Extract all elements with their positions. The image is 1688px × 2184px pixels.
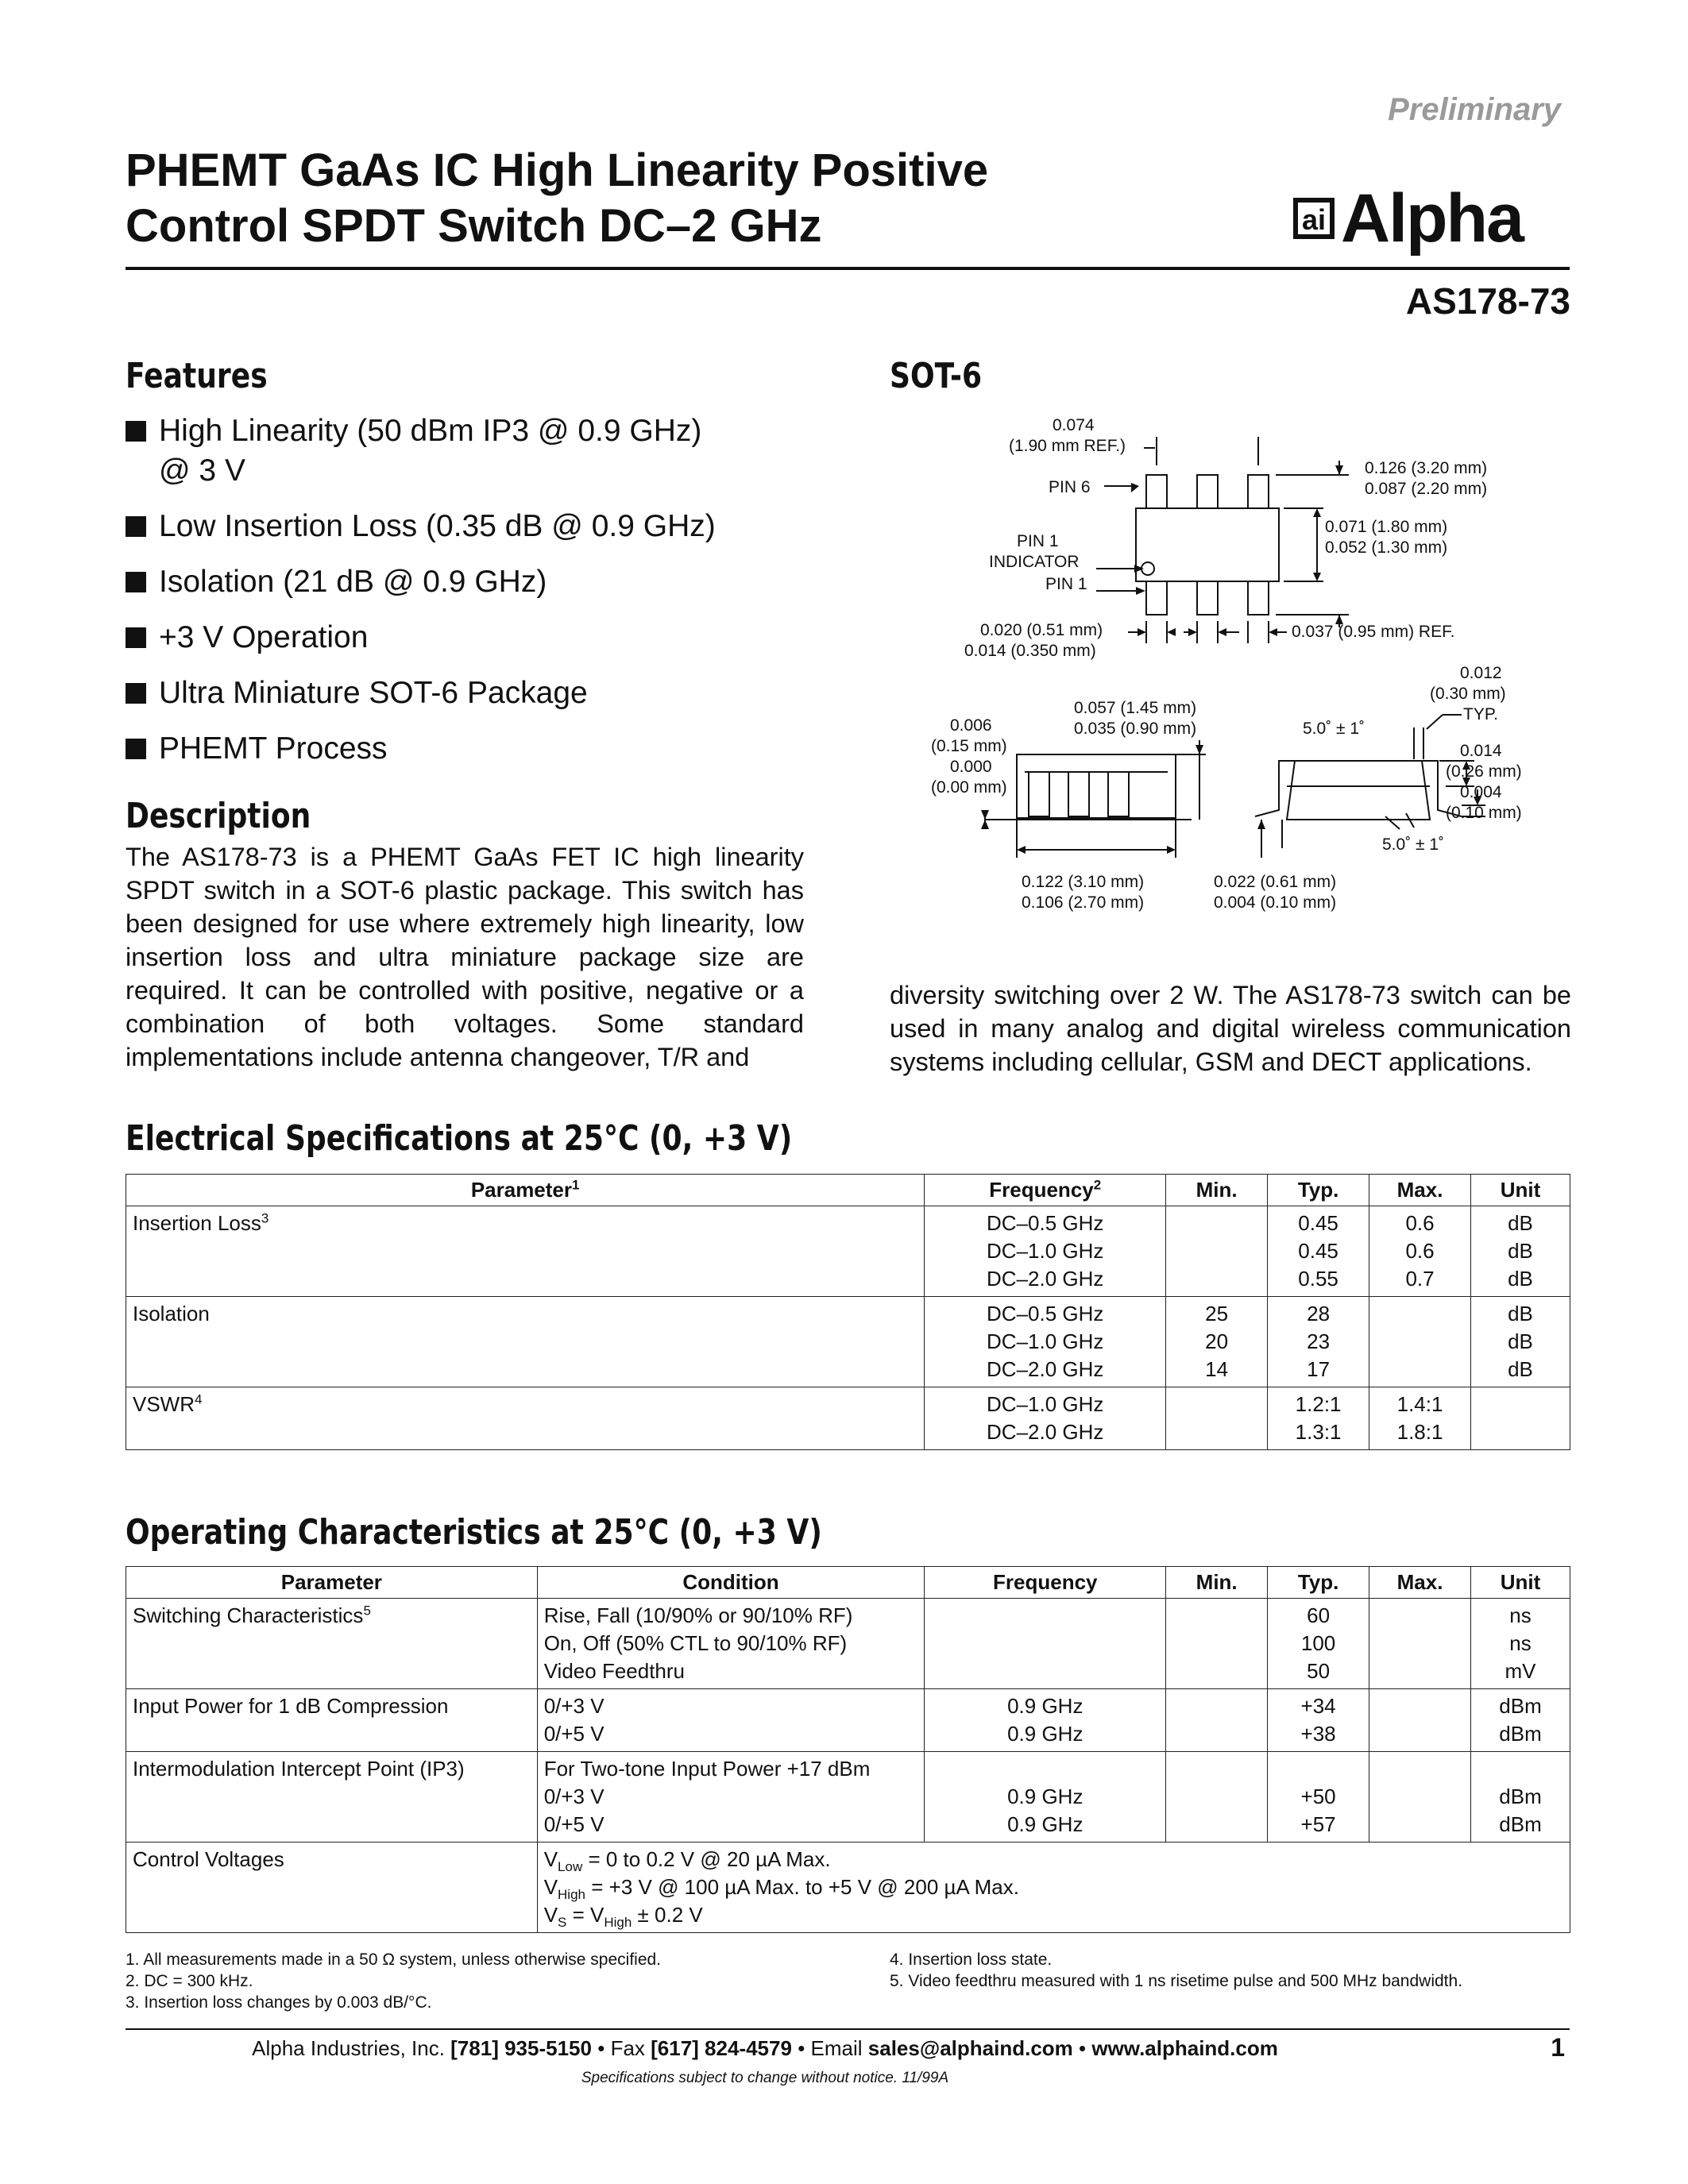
email-link[interactable]: sales@alphaind.com [867,2036,1073,2060]
pitch-ref-label: (1.90 mm REF.) [1009,437,1126,455]
feature-item [126,562,825,602]
feature-text: Isolation (21 dB @ 0.9 GHz) [159,565,547,599]
width-min-label: 0.087 (2.20 mm) [1365,480,1488,498]
phone-number: [781] 935-5150 [450,2036,592,2060]
website-link[interactable]: www.alphaind.com [1091,2036,1278,2060]
body-min-label: 0.052 (1.30 mm) [1325,538,1448,557]
max-cell [1369,1689,1471,1752]
length-max-label: 0.122 (3.10 mm) [1022,873,1145,891]
description-text: The AS178-73 is a PHEMT GaAs FET IC high linearity SPDT switch in a SOT-6 plastic package. This switch has been designed for use where extremely high linearity, low insertion loss and ultra miniature package size are required. It can be controlled with positive, negative or a combination of both voltages. Some standard implementations include antenna changeover, T/R and [126,843,804,1071]
square-bullet-icon [126,421,146,442]
max-cell [1369,1297,1471,1387]
height-max-label: 0.057 (1.45 mm) [1074,699,1197,717]
table-row [126,1752,1570,1843]
standoff-label: (0.15 mm) [931,737,1007,755]
unit-cell: dB dB dB [1471,1297,1570,1387]
min-cell [1166,1752,1268,1843]
description-text-cont: diversity switching over 2 W. The AS178-73 switch can be used in many analog and digital wireless communication systems including cellular, GSM and DECT applications. [890,981,1571,1076]
pin6-label: PIN 6 [1049,478,1091,496]
page-number: 1 [1551,2033,1565,2062]
feature-text-cont: @ 3 V [159,453,245,488]
length-min-label: 0.106 (2.70 mm) [1022,893,1145,912]
col-min: Min. [1166,1175,1268,1206]
table-row [126,1297,1570,1387]
lead-thickness-label: (0.30 mm) [1430,685,1506,703]
table-header-row [126,1567,1570,1599]
part-number: AS178-73 [1405,280,1570,322]
table-row [126,1206,1570,1297]
body-max-label: 0.071 (1.80 mm) [1325,518,1448,536]
pitch-ref-label: 0.074 [1053,416,1095,434]
foot-min-label: 0.004 (0.10 mm) [1214,893,1337,912]
operating-char-table [126,1566,1570,1933]
param-cell: Isolation [126,1297,925,1387]
param-cell: Input Power for 1 dB Compression [126,1689,538,1752]
pin1-label: PIN 1 [1045,575,1087,593]
table-row [126,1689,1570,1752]
angle-top-label: 5.0˚ ± 1˚ [1303,720,1365,738]
features-heading: Features [126,356,268,396]
feature-text: PHEMT Process [159,731,388,766]
condition-cell: For Two-tone Input Power +17 dBm 0/+3 V 0/+5 V [537,1752,925,1843]
pin1-indicator-label: INDICATOR [989,553,1080,571]
operating-heading: Operating Characteristics at 25°C (0, +3 V) [126,1512,822,1553]
min-cell: 25 20 14 [1166,1297,1268,1387]
footnote: 3. Insertion loss changes by 0.003 dB/°C. [126,1993,432,2012]
standoff-label: 0.000 [950,758,992,776]
min-cell [1166,1206,1268,1297]
col-frequency: Frequency [925,1567,1166,1599]
sot6-package-diagram [906,413,1573,953]
pitch-label: 0.037 (0.95 mm) REF. [1292,623,1455,641]
typ-cell: 28 23 17 [1268,1297,1369,1387]
footnotes-left [126,1949,872,2013]
col-typ: Typ. [1268,1175,1369,1206]
logo-text: Alpha [1341,180,1523,257]
param-cell: Insertion Loss$^3$ [126,1206,925,1297]
freq-cell [925,1599,1166,1689]
footnotes-right [890,1949,1573,1992]
freq-cell: DC–0.5 GHz DC–1.0 GHz DC–2.0 GHz [925,1206,1166,1297]
feature-item [126,729,825,769]
feature-item [126,411,825,491]
typ-cell: +34 +38 [1268,1689,1369,1752]
col-frequency: Frequency$^2$ [925,1175,1166,1206]
header-rule [126,267,1570,270]
max-cell [1369,1599,1471,1689]
package-heading: SOT-6 [890,356,983,396]
electrical-spec-table [126,1174,1570,1450]
param-cell: Intermodulation Intercept Point (IP3) [126,1752,538,1843]
footnote: 1. All measurements made in a 50 Ω system, unless otherwise specified. [126,1951,662,1969]
feature-item [126,618,825,658]
lead-thickness-label: 0.012 [1460,664,1502,682]
unit-cell [1471,1387,1570,1450]
min-cell [1166,1689,1268,1752]
unit-cell: dB dB dB [1471,1206,1570,1297]
electrical-heading: Electrical Specifications at 25°C (0, +3 V) [126,1118,793,1159]
freq-cell: DC–1.0 GHz DC–2.0 GHz [925,1387,1166,1450]
features-list [126,411,825,785]
title-line-2: Control SPDT Switch DC–2 GHz [126,200,822,252]
typ-cell: 1.2:1 1.3:1 [1268,1387,1369,1450]
max-cell: 1.4:1 1.8:1 [1369,1387,1471,1450]
col-parameter: Parameter [126,1567,538,1599]
condition-cell: Rise, Fall (10/90% or 90/10% RF) On, Off (50% CTL to 90/10% RF) Video Feedthru [537,1599,925,1689]
table-row [126,1599,1570,1689]
typ-cell: +50 +57 [1268,1752,1369,1843]
lead-height-label: (0.26 mm) [1446,762,1522,781]
footnote: 2. DC = 300 kHz. [126,1972,253,1990]
height-min-label: 0.035 (0.90 mm) [1074,720,1197,738]
param-cell: VSWR$^4$ [126,1387,925,1450]
table-row [126,1387,1570,1450]
company-name: Alpha Industries, Inc. [252,2036,445,2060]
lead-height-label: 0.004 [1460,783,1502,801]
title-line-1: PHEMT GaAs IC High Linearity Positive [126,145,989,196]
typ-cell: 60 100 50 [1268,1599,1369,1689]
footer-rule [126,2028,1570,2030]
description-heading: Description [126,796,311,836]
lead-width-max-label: 0.020 (0.51 mm) [980,621,1103,639]
standoff-label: (0.00 mm) [931,778,1007,797]
document-title [126,143,1158,254]
alpha-logo [1293,180,1523,257]
col-max: Max. [1369,1175,1471,1206]
square-bullet-icon [126,627,146,648]
width-max-label: 0.126 (3.20 mm) [1365,459,1488,477]
unit-cell: dBm dBm [1471,1689,1570,1752]
col-unit: Unit [1471,1567,1570,1599]
preliminary-label: Preliminary [1388,92,1561,127]
disclaimer: Specifications subject to change without notice. 11/99A [581,2070,949,2086]
typ-cell: 0.45 0.45 0.55 [1268,1206,1369,1297]
angle-bottom-label: 5.0˚ ± 1˚ [1382,835,1445,854]
min-cell [1166,1599,1268,1689]
square-bullet-icon [126,572,146,592]
standoff-label: 0.006 [950,716,992,735]
footnote: 5. Video feedthru measured with 1 ns risetime pulse and 500 MHz bandwidth. [890,1972,1463,1990]
lead-height-label: 0.014 [1460,742,1502,760]
unit-cell: ns ns mV [1471,1599,1570,1689]
lead-thickness-label: TYP. [1463,705,1498,723]
fax-label: Fax [610,2036,645,2060]
email-label: Email [810,2036,863,2060]
feature-text: High Linearity (50 dBm IP3 @ 0.9 GHz) [159,414,702,448]
fax-number: [617] 824-4579 [651,2036,792,2060]
square-bullet-icon [126,683,146,704]
param-cell: Switching Characteristics$^5$ [126,1599,538,1689]
min-cell [1166,1387,1268,1450]
freq-cell: 0.9 GHz 0.9 GHz [925,1752,1166,1843]
freq-cell: 0.9 GHz 0.9 GHz [925,1689,1166,1752]
square-bullet-icon [126,516,146,537]
footnote: 4. Insertion loss state. [890,1951,1053,1969]
feature-item [126,673,825,713]
col-max: Max. [1369,1567,1471,1599]
col-parameter: Parameter$^1$ [126,1175,925,1206]
control-voltage-cell: $V_{Low} = 0$ to 0.2 V @ 20 µA Max. $V_{High} = +3$ V @ 100 µA Max. to +5 V @ 200 µA Max. $V_S = V_{High} \pm 0.2$ V [537,1843,1570,1933]
feature-item [126,507,825,546]
col-condition: Condition [537,1567,925,1599]
table-row [126,1843,1570,1933]
bullet-separator: • [1079,2036,1087,2060]
pin1-indicator-label: PIN 1 [1017,532,1059,550]
col-unit: Unit [1471,1175,1570,1206]
freq-cell: DC–0.5 GHz DC–1.0 GHz DC–2.0 GHz [925,1297,1166,1387]
bullet-separator: • [597,2036,605,2060]
unit-cell: dBm dBm [1471,1752,1570,1843]
foot-max-label: 0.022 (0.61 mm) [1214,873,1337,891]
col-typ: Typ. [1268,1567,1369,1599]
max-cell [1369,1752,1471,1843]
logo-mark: ai [1293,198,1335,239]
feature-text: +3 V Operation [159,620,369,654]
footer-contact [126,2036,1404,2061]
feature-text: Ultra Miniature SOT-6 Package [159,676,588,710]
square-bullet-icon [126,739,146,759]
col-min: Min. [1166,1567,1268,1599]
feature-text: Low Insertion Loss (0.35 dB @ 0.9 GHz) [159,509,716,543]
lead-height-label: (0.10 mm) [1446,804,1522,822]
bullet-separator: • [798,2036,805,2060]
lead-width-min-label: 0.014 (0.350 mm) [964,642,1096,660]
max-cell: 0.6 0.6 0.7 [1369,1206,1471,1297]
condition-cell: 0/+3 V 0/+5 V [537,1689,925,1752]
table-header-row [126,1175,1570,1206]
param-cell: Control Voltages [126,1843,538,1933]
